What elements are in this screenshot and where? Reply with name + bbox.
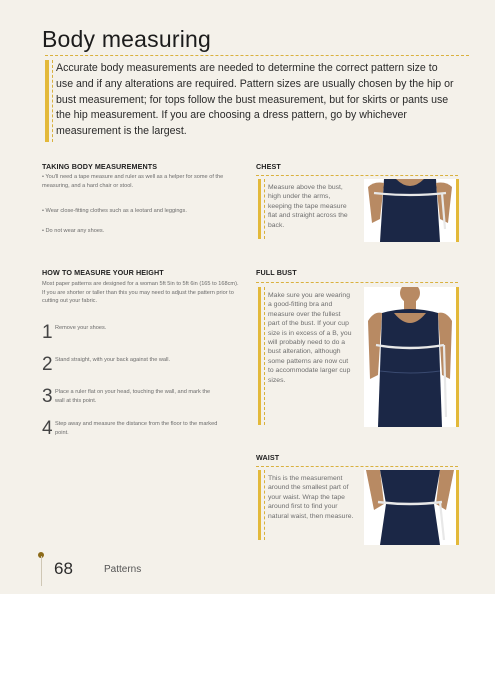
full-bust-accent-bar: [258, 287, 261, 425]
step-3-text: Place a ruler flat on your head, touching the wall, and mark the wall at this point.: [55, 389, 211, 404]
title-divider: [45, 55, 469, 56]
height-heading: HOW TO MEASURE YOUR HEIGHT: [42, 268, 164, 277]
page-title: Body measuring: [42, 26, 211, 52]
chest-text: Measure above the bust, high under the arms, keeping the tape measure flat and straight across the back.: [268, 184, 348, 229]
step-1-text: Remove your shoes.: [55, 325, 107, 331]
step-4-number: 4: [42, 418, 53, 439]
full-bust-heading: FULL BUST: [256, 268, 297, 277]
full-bust-text: Make sure you are wearing a good-fitting bra and measure over the fullest part of the bust. If your cup size is in excess of a B, you will probably need to do a bust alteration, although some patterns are now cut to accommodate larger cup sizes.: [268, 292, 352, 384]
chest-rule: [256, 175, 458, 176]
intro-accent-dash: [52, 60, 53, 142]
taking-bullet-1: • You'll need a tape measure and ruler as well as a helper for some of the measuring, and a hard chair or stool.: [42, 174, 224, 189]
chest-accent-bar: [258, 179, 261, 239]
full-bust-photo-edge: [456, 287, 459, 427]
waist-photo: [364, 470, 456, 545]
full-bust-accent-dash: [264, 287, 265, 425]
chest-heading: CHEST: [256, 162, 281, 171]
taking-bullet-2: • Wear close-fitting clothes such as a leotard and leggings.: [42, 208, 187, 214]
intro-accent-bar: [45, 60, 49, 142]
waist-photo-edge: [456, 470, 459, 545]
chest-photo-edge: [456, 179, 459, 242]
page-number: 68: [54, 559, 73, 578]
taking-bullet-3: • Do not wear any shoes.: [42, 228, 105, 234]
waist-accent-dash: [264, 470, 265, 540]
height-intro: Most paper patterns are designed for a woman 5ft 5in to 5ft 6in (165 to 168cm). If you are shorter or taller than this you may need to adjust the pattern prior to cutting out your fabric.: [42, 281, 239, 305]
step-2-number: 2: [42, 354, 53, 375]
step-2-text: Stand straight, with your back against the wall.: [55, 357, 171, 363]
step-3-number: 3: [42, 386, 53, 407]
section-name: Patterns: [104, 564, 142, 575]
full-bust-rule: [256, 282, 458, 283]
footer-rule: [41, 556, 42, 586]
taking-measurements-heading: TAKING BODY MEASUREMENTS: [42, 162, 158, 171]
chest-photo: [364, 179, 456, 242]
waist-text: This is the measurement around the smallest part of your waist. Wrap the tape around first to find your natural waist, then measure.: [268, 475, 354, 520]
intro-paragraph: Accurate body measurements are needed to determine the correct pattern size to use and if any alterations are required. Pattern sizes are usually chosen by the hip or bust measurement; for tops follow the bust measurement, but for skirts or pants use the hip measurement. If you are choosing a dress pattern, go by whichever measurement is the largest.: [56, 62, 454, 138]
full-bust-photo: [364, 287, 456, 427]
chest-accent-dash: [264, 179, 265, 239]
step-4-text: Step away and measure the distance from the floor to the marked point.: [55, 421, 218, 436]
waist-heading: WAIST: [256, 453, 280, 462]
waist-rule: [256, 466, 458, 467]
step-1-number: 1: [42, 322, 53, 343]
waist-accent-bar: [258, 470, 261, 540]
